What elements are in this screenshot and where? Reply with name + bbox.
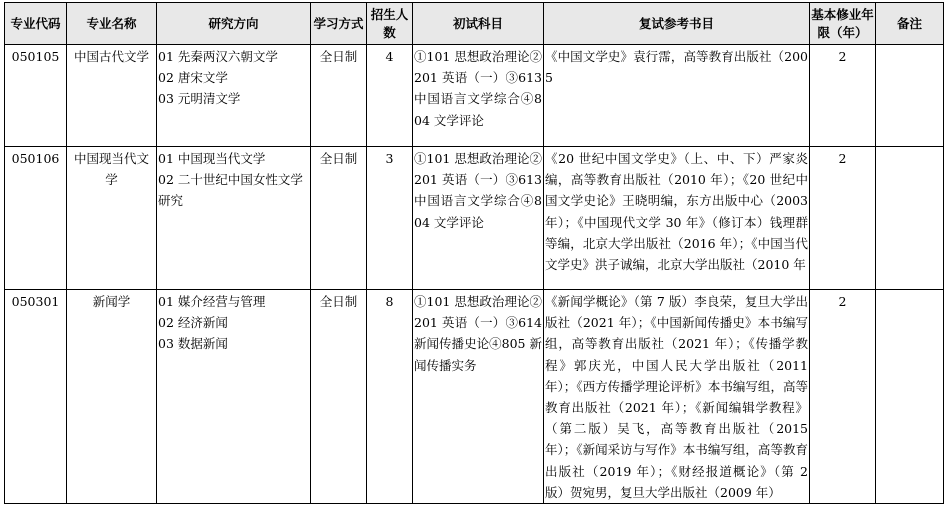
cell-notes: [876, 45, 944, 147]
header-direction: 研究方向: [157, 3, 311, 45]
cell-quota: 3: [367, 147, 413, 290]
header-exam: 初试科目: [413, 3, 544, 45]
direction-item: 02 经济新闻: [158, 315, 228, 331]
cell-notes: [876, 290, 944, 504]
cell-years: 2: [810, 147, 876, 290]
table-row: [5, 147, 944, 290]
cell-books: 《新闻学概论》（第 7 版）李良荣，复旦大学出版社（2021 年）；《中国新闻传播史》本书编写组，高等教育出版社（2021 年）；《传播学教程》郭庆光，中国人民大学出版社（2011 年）；《西方传播学理论评析》本书编写组，高等教育出版社（2021 年）；《新闻编辑学教程》（第二版）吴飞，高等教育出版社（2015 年）；《新闻采访与写作》本书编写组，高等教育出版社（2019 年）；《财经报道概论》（第 2 版）贺宛男，复旦大学出版社（2009 年）: [544, 290, 810, 504]
header-books: 复试参考书目: [544, 3, 810, 45]
cell-years: 2: [810, 45, 876, 147]
header-row: [5, 3, 944, 45]
cell-mode: 全日制: [311, 290, 367, 504]
cell-quota: 8: [367, 290, 413, 504]
cell-quota: 4: [367, 45, 413, 147]
cell-direction: [157, 290, 311, 504]
cell-direction: [157, 147, 311, 290]
direction-item: 03 元明清文学: [158, 91, 241, 107]
table-row: [5, 45, 944, 147]
direction-item: 02 唐宋文学: [158, 70, 228, 86]
header-code: 专业代码: [5, 3, 67, 45]
table-row: [5, 290, 944, 504]
cell-name: 新闻学: [67, 290, 157, 504]
cell-name: 中国古代文学: [67, 45, 157, 147]
cell-exam: ①101 思想政治理论②201 英语（一）③614 新闻传播史论④805 新闻传播实务: [413, 290, 544, 504]
direction-item: 01 中国现当代文学: [158, 151, 266, 166]
cell-notes: [876, 147, 944, 290]
direction-item: 01 先秦两汉六朝文学: [158, 49, 278, 64]
admissions-table: [4, 2, 944, 504]
cell-name: 中国现当代文学: [67, 147, 157, 290]
cell-code: 050105: [5, 45, 67, 147]
cell-code: 050301: [5, 290, 67, 504]
header-years: 基本修业年限（年）: [810, 3, 876, 45]
cell-exam: ①101 思想政治理论②201 英语（一）③613 中国语言文学综合④804 文学评论: [413, 147, 544, 290]
header-quota: 招生人数: [367, 3, 413, 45]
cell-years: 2: [810, 290, 876, 504]
cell-books: 《中国文学史》袁行霈，高等教育出版社（2005: [544, 45, 810, 147]
cell-books: 《20 世纪中国文学史》（上、中、下）严家炎编，高等教育出版社（2010 年）；《20 世纪中国文学史论》王晓明编，东方出版中心（2003 年）；《中国现代文学 30 年》（修订本）钱理群等编，北京大学出版社（2016 年）；《中国当代文学史》洪子诚编，北京大学出版社（2010 年: [544, 147, 810, 290]
header-mode: 学习方式: [311, 3, 367, 45]
direction-item: 03 数据新闻: [158, 336, 228, 352]
direction-item: 01 媒介经营与管理: [158, 294, 266, 309]
header-name: 专业名称: [67, 3, 157, 45]
header-notes: 备注: [876, 3, 944, 45]
cell-exam: ①101 思想政治理论②201 英语（一）③613 中国语言文学综合④804 文学评论: [413, 45, 544, 147]
direction-item: 02 二十世纪中国女性文学研究: [158, 172, 303, 209]
cell-mode: 全日制: [311, 147, 367, 290]
cell-code: 050106: [5, 147, 67, 290]
cell-direction: [157, 45, 311, 147]
cell-mode: 全日制: [311, 45, 367, 147]
